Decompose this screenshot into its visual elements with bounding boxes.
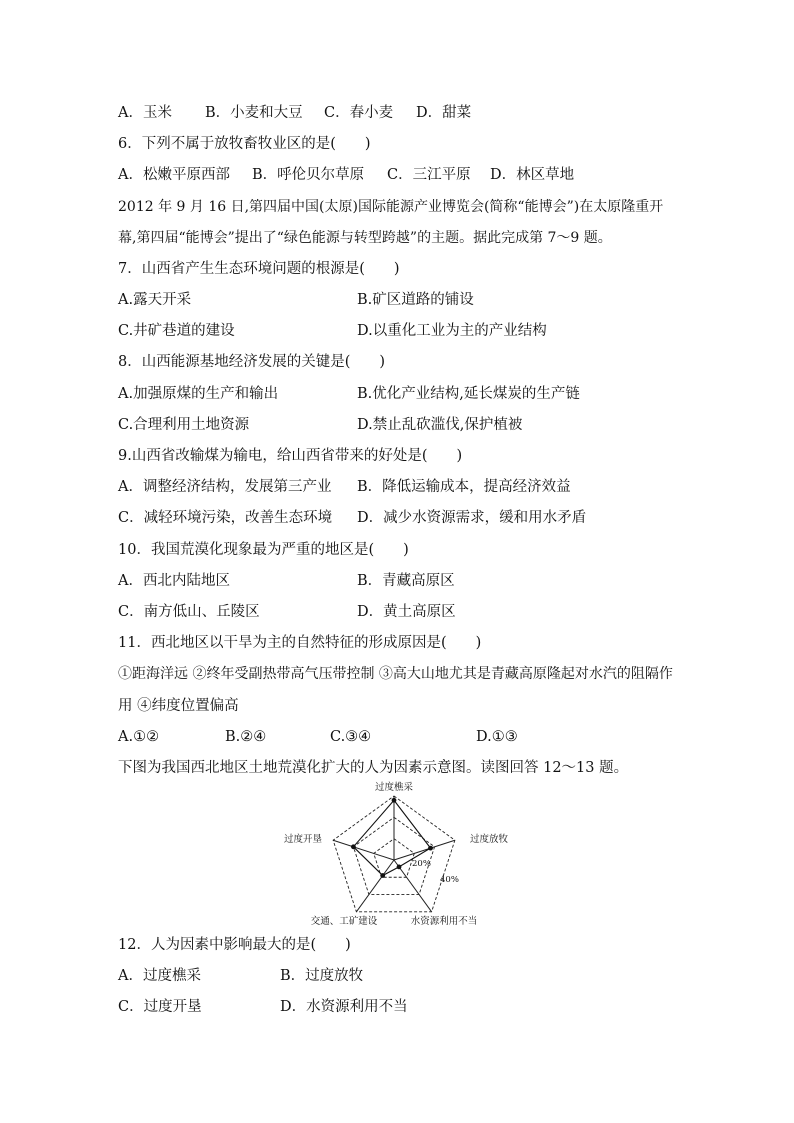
q12-option-c: C．过度开垦 xyxy=(118,999,202,1015)
radar-label-1: 过度樵采 xyxy=(374,782,414,793)
radar-point-5 xyxy=(351,844,356,849)
q6-option-d: D．林区草地 xyxy=(490,167,575,183)
q11-option-c: C.③④ xyxy=(330,729,372,745)
q9-option-a: A．调整经济结构，发展第三产业 xyxy=(118,479,332,495)
q6-option-c: C．三江平原 xyxy=(387,167,471,183)
q7-option-d: D.以重化工业为主的产业结构 xyxy=(357,323,547,339)
q12-stem: 12．人为因素中影响最大的是( ) xyxy=(118,937,351,953)
q8-option-d: D.禁止乱砍滥伐,保护植被 xyxy=(357,417,523,433)
radar-label-5: 过度开垦 xyxy=(283,834,322,845)
q6-stem: 6．下列不属于放牧畜牧业区的是( ) xyxy=(118,136,371,152)
q10-option-d: D．黄土高原区 xyxy=(357,604,456,620)
q7-option-c: C.井矿巷道的建设 xyxy=(118,323,235,339)
q12-option-b: B．过度放牧 xyxy=(280,968,364,984)
radar-label-4: 交通、工矿建设 xyxy=(310,916,378,927)
radar-point-1 xyxy=(392,798,397,803)
q5-option-a: A．玉米 xyxy=(118,105,172,121)
q11-stem: 11．西北地区以干旱为主的自然特征的形成原因是( ) xyxy=(118,635,482,651)
q11-option-a: A.①② xyxy=(118,729,160,745)
q10-option-b: B．青藏高原区 xyxy=(357,573,455,589)
q9-option-d: D．减少水资源需求，缓和用水矛盾 xyxy=(357,510,587,526)
q10-option-c: C．南方低山、丘陵区 xyxy=(118,604,260,620)
radar-point-3 xyxy=(397,865,402,870)
q5-option-d: D．甜菜 xyxy=(416,105,472,121)
q9-option-c: C．减轻环境污染，改善生态环境 xyxy=(118,510,333,526)
q11-option-b: B.②④ xyxy=(225,729,267,745)
q11-body-line-2: 用 ④纬度位置偏高 xyxy=(118,698,239,714)
radar-label-3: 水资源利用不当 xyxy=(410,916,478,927)
q12-option-d: D．水资源利用不当 xyxy=(280,999,408,1015)
q11-option-d: D.①③ xyxy=(476,729,518,745)
radar-ring-label-2: 40% xyxy=(440,875,459,885)
q7-option-a: A.露天开采 xyxy=(118,292,192,308)
radar-label-2: 过度放牧 xyxy=(470,834,509,845)
q9-stem: 9.山西省改输煤为输电，给山西省带来的好处是( ) xyxy=(118,448,463,464)
q11-body-line-1: ①距海洋远 ②终年受副热带高气压带控制 ③高大山地尤其是青藏高原隆起对水汽的阻隔作 xyxy=(118,666,673,682)
radar-axis-2 xyxy=(394,840,455,860)
radar-ring-label-1: 20% xyxy=(412,859,431,869)
q8-option-c: C.合理利用土地资源 xyxy=(118,417,250,433)
q8-option-b: B.优化产业结构,延长煤炭的生产链 xyxy=(357,386,580,402)
q7-option-b: B.矿区道路的铺设 xyxy=(357,292,474,308)
q6-option-b: B．呼伦贝尔草原 xyxy=(252,167,365,183)
q8-option-a: A.加强原煤的生产和输出 xyxy=(118,386,279,402)
q5-option-c: C．春小麦 xyxy=(324,105,394,121)
intro-line-2: 幕,第四届“能博会”提出了“绿色能源与转型跨越”的主题。据此完成第 7～9 题。 xyxy=(118,230,612,246)
figure-intro: 下图为我国西北地区土地荒漠化扩大的人为因素示意图。读图回答 12～13 题。 xyxy=(118,760,629,776)
q9-option-b: B．降低运输成本，提高经济效益 xyxy=(357,479,571,495)
q10-option-a: A．西北内陆地区 xyxy=(118,573,230,589)
q10-stem: 10．我国荒漠化现象最为严重的地区是( ) xyxy=(118,542,409,558)
radar-point-4 xyxy=(380,873,385,878)
radar-point-2 xyxy=(428,846,433,851)
q6-option-a: A．松嫩平原西部 xyxy=(118,167,230,183)
radar-chart xyxy=(270,780,510,930)
intro-line-1: 2012 年 9 月 16 日,第四届中国(太原)国际能源产业博览会(简称“能博会”)在太原隆重开 xyxy=(118,199,664,215)
q5-option-b: B．小麦和大豆 xyxy=(205,105,303,121)
q7-stem: 7．山西省产生生态环境问题的根源是( ) xyxy=(118,261,400,277)
q8-stem: 8．山西能源基地经济发展的关键是( ) xyxy=(118,354,386,370)
q12-option-a: A．过度樵采 xyxy=(118,968,201,984)
